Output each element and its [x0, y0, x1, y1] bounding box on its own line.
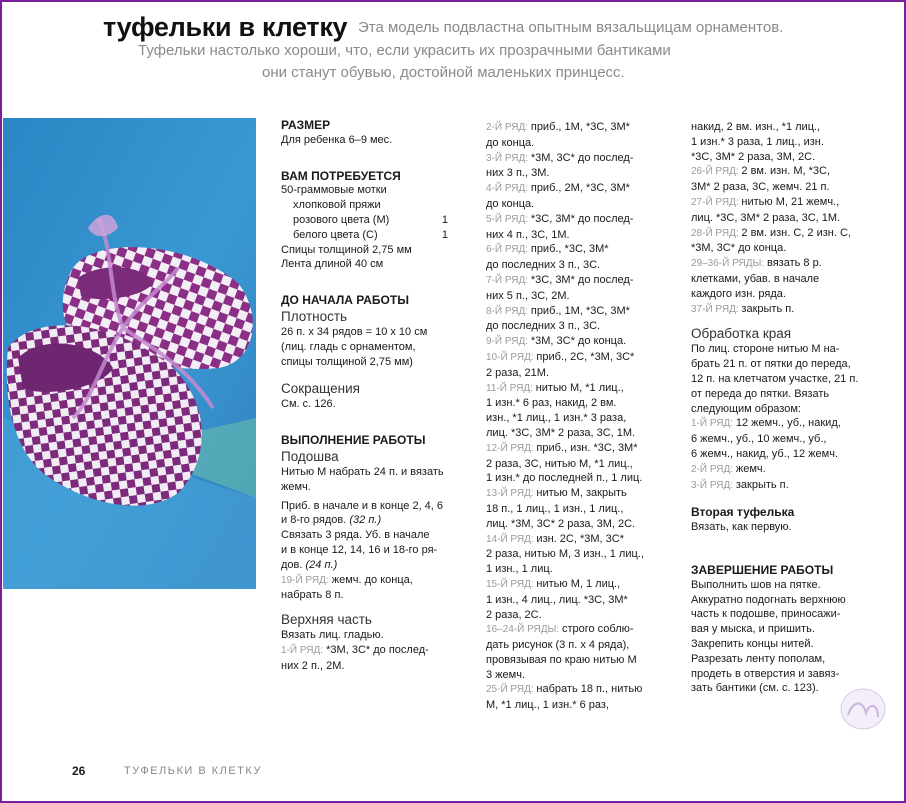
sole-heading: Подошва — [281, 448, 339, 464]
inc-count: (32 п.) — [349, 514, 382, 527]
finish-line: часть к подошве, приносажи- — [691, 608, 841, 621]
row-text: них 4 п., 3С, 1М. — [486, 228, 570, 241]
finish-heading: ЗАВЕРШЕНИЕ РАБОТЫ — [691, 562, 834, 577]
row-text: приб., 1М, *3С, 3М* — [530, 121, 630, 133]
row-label: 2-Й РЯД: — [691, 463, 736, 475]
pattern-row — [486, 426, 676, 441]
row-text: 2 раза, 21М. — [486, 366, 550, 379]
pattern-row — [486, 608, 676, 623]
row-label: 28-Й РЯД: — [691, 227, 742, 239]
row-label: 8-Й РЯД: — [486, 305, 531, 317]
row-text: 1 изн., 1 лиц. — [486, 563, 553, 576]
page-title: туфельки в клетку — [103, 12, 348, 42]
row-label: 3-Й РЯД: — [486, 152, 531, 164]
pattern-row — [691, 256, 881, 272]
row-text: *3М, 3С* до послед- — [326, 643, 429, 656]
pattern-row — [486, 366, 676, 381]
row-text: *3М, 3С* до конца. — [691, 242, 787, 255]
row-text: М, *1 лиц., 1 изн.* 6 раз, — [486, 699, 609, 712]
row-text: дать рисунок (3 п. х 4 ряда), — [486, 639, 630, 652]
edge-row — [691, 432, 881, 447]
pattern-row — [486, 181, 676, 197]
row-label: 5-Й РЯД: — [486, 213, 531, 225]
row-1 — [281, 643, 461, 659]
pattern-row — [486, 517, 676, 532]
dec-line: Связать 3 ряда. Уб. в начале — [281, 529, 430, 542]
pattern-row — [486, 622, 676, 638]
intro-line-3: они станут обувью, достойной маленьких принцесс. — [262, 64, 625, 81]
row-label: 13-Й РЯД: — [486, 488, 537, 500]
finish-line: вая у мыска, и пришить. — [691, 623, 815, 636]
pattern-row — [486, 638, 676, 653]
edge-rows — [691, 416, 881, 493]
column-2 — [486, 120, 676, 713]
pattern-row — [486, 562, 676, 577]
row-text: 2 вм. изн. С, 2 изн. С, — [741, 226, 851, 239]
pattern-row — [486, 258, 676, 273]
row-text: приб., 2М, *3С, 3М* — [530, 182, 630, 195]
row-text: накид, 2 вм. изн., *1 лиц., — [691, 121, 821, 133]
row-text: приб., изн. *3С, 3М* — [536, 441, 638, 454]
row-text: 1 изн.* до последней п., 1 лиц. — [486, 472, 643, 485]
pattern-row — [486, 242, 676, 258]
pattern-row — [486, 411, 676, 426]
row-label: 14-Й РЯД: — [486, 533, 537, 545]
second-shoe-heading: Вторая туфелька — [691, 505, 795, 520]
edge-line: от переда до пятки. Вязать — [691, 387, 830, 400]
row-text: до последних 3 п., 3С. — [486, 259, 601, 272]
pattern-row — [486, 486, 676, 502]
work-heading: ВЫПОЛНЕНИЕ РАБОТЫ — [281, 433, 426, 448]
pattern-row — [486, 457, 676, 472]
finish-text — [691, 578, 881, 696]
pattern-row — [486, 197, 676, 212]
row-label: 26-Й РЯД: — [691, 166, 742, 178]
row-label: 2-Й РЯД: — [486, 122, 531, 133]
edge-line: брать 21 п. от пятки до переда, — [691, 358, 851, 371]
pattern-row — [486, 273, 676, 289]
finish-line: продеть в отверстия и завяз- — [691, 667, 840, 680]
row-label: 1-Й РЯД: — [691, 418, 736, 430]
row-text: нитью М, закрыть — [536, 487, 627, 500]
yarn-label: белого цвета (С) — [293, 228, 378, 241]
pattern-row — [486, 682, 676, 698]
pattern-row — [486, 289, 676, 304]
yarn-row — [281, 228, 448, 243]
density-line: спицы толщиной 2,75 мм) — [281, 355, 413, 368]
pattern-row — [691, 195, 881, 211]
pattern-row — [691, 150, 881, 165]
row-text: *3С, 3М* 2 раза, 3М, 2С. — [691, 150, 816, 163]
row-text: 1 изн.* 6 раз, накид, 2 вм. — [486, 397, 617, 410]
pattern-row — [486, 334, 676, 350]
materials-line: 50-граммовые мотки — [281, 184, 387, 197]
pattern-row — [486, 212, 676, 228]
row-text: 18 п., 1 лиц., 1 изн., 1 лиц., — [486, 502, 624, 515]
row-1-cont: них 2 п., 2М. — [281, 659, 345, 672]
upper-heading: Верхняя часть — [281, 612, 372, 628]
pattern-row — [486, 471, 676, 486]
row-text: строго соблю- — [561, 623, 634, 636]
row-text: 12 жемч., уб., накид, — [735, 417, 841, 430]
pattern-row — [486, 653, 676, 668]
row-text: нитью М, *1 лиц., — [535, 381, 624, 394]
edge-line: По лиц. стороне нитью М на- — [691, 343, 840, 356]
before-heading: ДО НАЧАЛА РАБОТЫ — [281, 293, 409, 308]
row-text: изн. 2С, *3М, 3С* — [536, 532, 624, 545]
inc-line: Приб. в начале и в конце 2, 4, 6 — [281, 499, 444, 512]
dec-count: (24 п.) — [305, 558, 338, 571]
watermark-stamp — [838, 685, 888, 733]
row-label: 29–36-Й РЯДЫ: — [691, 258, 767, 270]
yarn-qty: 1 — [441, 228, 448, 241]
pattern-row — [486, 668, 676, 683]
yarn-qty: 1 — [441, 213, 448, 226]
row-text: них 5 п., 3С, 2М. — [486, 289, 570, 302]
pattern-row — [691, 287, 881, 302]
pattern-row — [486, 547, 676, 562]
yarn-label: розового цвета (М) — [293, 213, 390, 226]
finish-line: Выполнить шов на пятке. — [691, 578, 821, 591]
size-heading: РАЗМЕР — [281, 118, 331, 132]
edge-line: 12 п. на клетчатом участке, 21 п. — [691, 372, 859, 385]
row-text: каждого изн. ряда. — [691, 287, 786, 300]
pattern-row — [691, 241, 881, 256]
row-text: них 3 п., 3М. — [486, 167, 550, 180]
sole-line: жемч. — [281, 480, 311, 493]
row-text: 1 изн.* 3 раза, 1 лиц., изн. — [691, 135, 824, 148]
row-text: до конца. — [486, 136, 535, 149]
pattern-row — [486, 381, 676, 397]
row-label: 10-Й РЯД: — [486, 351, 537, 363]
pattern-row — [691, 211, 881, 226]
pattern-row — [486, 350, 676, 366]
row-text: *3С, 3М* до послед- — [530, 273, 634, 286]
row-text: набрать 18 п., нитью — [536, 683, 643, 696]
density-line: (лиц. гладь с орнаментом, — [281, 340, 416, 353]
pattern-row — [486, 593, 676, 608]
running-footer: ТУФЕЛЬКИ В КЛЕТКУ — [124, 765, 262, 777]
row-text: *3С, 3М* до послед- — [530, 212, 634, 225]
edge-row — [691, 416, 881, 432]
density-line: 26 п. х 34 рядов = 10 х 10 см — [281, 325, 428, 338]
row-label: 15-Й РЯД: — [486, 578, 537, 590]
pattern-row — [691, 135, 881, 150]
pattern-row — [486, 136, 676, 151]
row-label: 4-Й РЯД: — [486, 183, 531, 195]
row-19-cont: набрать 8 п. — [281, 589, 344, 602]
sole-line: Нитью М набрать 24 п. и вязать — [281, 465, 444, 478]
pattern-row — [486, 304, 676, 320]
row-text: 2 раза, 2С. — [486, 608, 542, 621]
inc-line — [281, 513, 461, 528]
dec-line — [281, 558, 461, 573]
row-text: 2 вм. изн. М, *3С, — [741, 165, 831, 178]
row-label: 12-Й РЯД: — [486, 442, 537, 454]
row-label: 25-Й РЯД: — [486, 684, 537, 696]
pattern-row — [691, 120, 881, 135]
row-label: 6-Й РЯД: — [486, 244, 531, 256]
row-text: 6 жемч., уб., 10 жемч., уб., — [691, 433, 827, 446]
row-text: вязать 8 р. — [766, 257, 822, 270]
shoes-photo — [3, 118, 256, 589]
abbr-text: См. с. 126. — [281, 398, 336, 411]
pattern-row — [691, 164, 881, 180]
dec-text: дов. — [281, 558, 303, 571]
row-text: 1 изн., 4 лиц., лиц. *3С, 3М* — [486, 593, 628, 606]
row-label: 3-Й РЯД: — [691, 479, 736, 491]
row-text: *3М, 3С* до послед- — [530, 151, 634, 164]
edge-heading: Обработка края — [691, 326, 792, 342]
row-text: *3М, 3С* до конца. — [530, 335, 627, 348]
finish-line: зать бантики (см. с. 123). — [691, 682, 819, 695]
materials-heading: ВАМ ПОТРЕБУЕТСЯ — [281, 168, 401, 183]
inc-text: и 8-го рядов. — [281, 514, 347, 527]
column-1 — [281, 118, 461, 674]
row-label: 19-Й РЯД: — [281, 574, 329, 586]
row-text: до последних 3 п., 3С. — [486, 320, 601, 333]
materials-line: Спицы толщиной 2,75 мм — [281, 243, 412, 256]
intro-line-1: Эта модель подвластна опытным вязальщицам орнаментов. — [358, 19, 784, 36]
edge-text — [691, 342, 881, 416]
edge-row — [691, 478, 881, 494]
pattern-row — [486, 532, 676, 548]
row-text: 2 раза, нитью М, 3 изн., 1 лиц., — [486, 548, 644, 561]
pattern-row — [486, 502, 676, 517]
finish-line: Закрепить концы нитей. — [691, 637, 814, 650]
column-3 — [691, 120, 881, 696]
row-text: приб., 2С, *3М, 3С* — [536, 350, 635, 363]
row-text: закрыть п. — [735, 478, 789, 491]
pattern-row — [691, 302, 881, 318]
row-19 — [281, 573, 461, 589]
pattern-row — [486, 120, 676, 136]
row-text: лиц. *3С, 3М* 2 раза, 3С, 1М. — [691, 211, 841, 224]
pattern-row — [691, 272, 881, 287]
abbr-heading: Сокращения — [281, 381, 360, 397]
pattern-row — [691, 180, 881, 195]
pattern-row — [486, 228, 676, 243]
row-label: 37-Й РЯД: — [691, 303, 742, 315]
pattern-row — [486, 577, 676, 593]
row-text: закрыть п. — [741, 302, 795, 315]
page-number: 26 — [72, 764, 86, 778]
row-label: 1-Й РЯД: — [281, 644, 324, 656]
rows-cont — [691, 120, 881, 317]
row-text: клетками, убав. в начале — [691, 272, 820, 285]
row-label: 16–24-Й РЯДЫ: — [486, 624, 562, 636]
pattern-row — [486, 151, 676, 167]
yarn-row — [281, 213, 448, 228]
pattern-row — [486, 396, 676, 411]
row-text: нитью М, 1 лиц., — [536, 577, 621, 590]
edge-line: следующим образом: — [691, 402, 801, 415]
pattern-row — [486, 698, 676, 713]
row-label: 7-Й РЯД: — [486, 274, 531, 286]
size-text: Для ребенка 6–9 мес. — [281, 133, 393, 146]
row-text: 2 раза, 3С, нитью М, *1 лиц., — [486, 457, 633, 470]
row-text: до конца. — [486, 197, 535, 210]
intro-line-2: Туфельки настолько хороши, что, если украсить их прозрачными бантиками — [138, 42, 671, 59]
row-text: жемч. — [735, 462, 766, 475]
row-label: 9-Й РЯД: — [486, 336, 531, 348]
finish-line: Аккуратно подогнать верхнюю — [691, 593, 846, 606]
materials-line: хлопковой пряжи — [293, 199, 381, 212]
edge-row — [691, 462, 881, 478]
row-text: жемч. до конца, — [331, 573, 413, 586]
row-text: 3М* 2 раза, 3С, жемч. 21 п. — [691, 181, 830, 194]
pattern-row — [486, 441, 676, 457]
row-label: 27-Й РЯД: — [691, 196, 742, 208]
second-shoe-text: Вязать, как первую. — [691, 521, 792, 534]
upper-text: Вязать лиц. гладью. — [281, 629, 384, 642]
row-text: 3 жемч. — [486, 668, 525, 681]
edge-row — [691, 447, 881, 462]
row-text: нитью М, 21 жемч., — [741, 195, 840, 208]
row-label: 11-Й РЯД: — [486, 382, 536, 394]
row-text: провязывая по краю нитью М — [486, 653, 637, 666]
dec-line: и в конце 12, 14, 16 и 18-го ря- — [281, 543, 438, 556]
row-text: приб., *3С, 3М* — [530, 243, 609, 256]
row-text: изн., *1 лиц., 1 изн.* 3 раза, — [486, 412, 627, 425]
row-text: приб., 1М, *3С, 3М* — [530, 304, 630, 317]
row-text: лиц. *3С, 3М* 2 раза, 3С, 1М. — [486, 426, 636, 439]
row-text: лиц. *3М, 3С* 2 раза, 3М, 2С. — [486, 517, 636, 530]
pattern-row — [691, 226, 881, 242]
row-text: 6 жемч., накид, уб., 12 жемч. — [691, 447, 839, 460]
materials-line: Лента длиной 40 см — [281, 258, 384, 271]
pattern-row — [486, 319, 676, 334]
density-heading: Плотность — [281, 308, 348, 324]
pattern-row — [486, 166, 676, 181]
finish-line: Разрезать ленту пополам, — [691, 652, 826, 665]
